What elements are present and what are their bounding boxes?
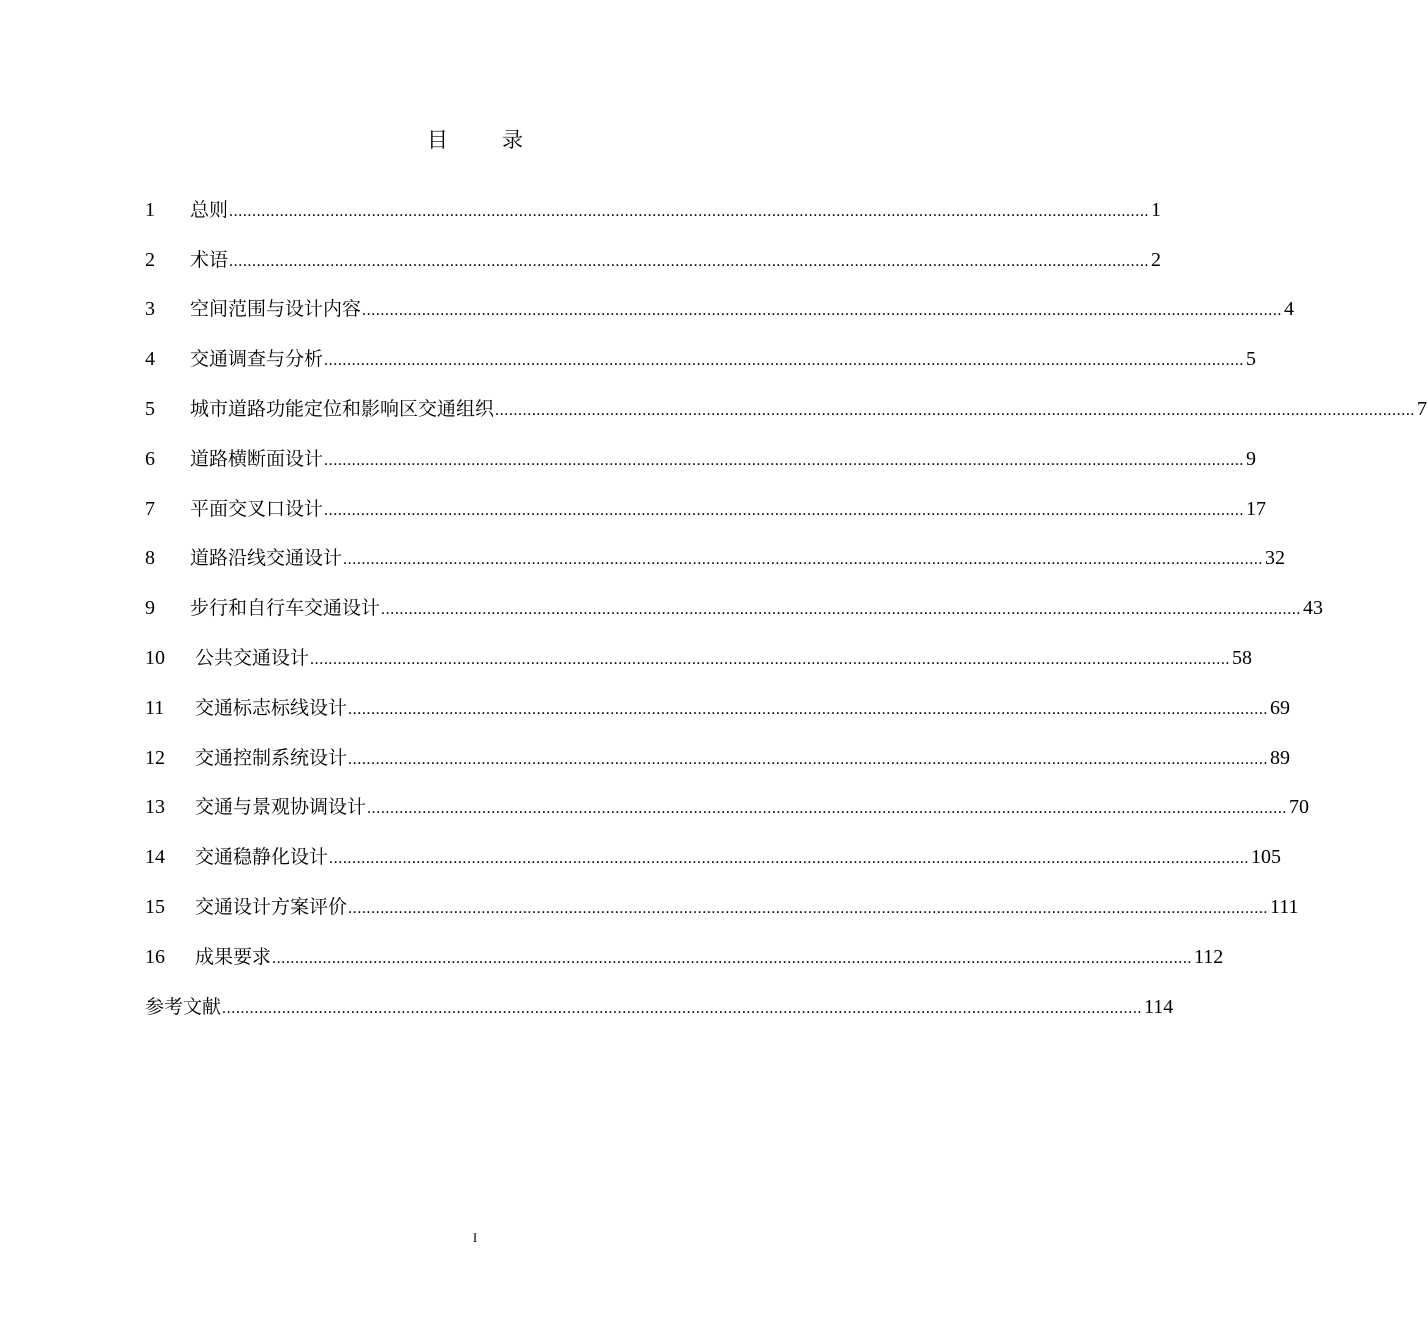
toc-entry-page: 112 (1194, 945, 1224, 968)
toc-entry-number: 8 (145, 547, 155, 570)
toc-entry-title: 交通稳静化设计 (195, 846, 329, 869)
toc-entry-page: 70 (1289, 796, 1310, 819)
toc-entry-page: 58 (1232, 646, 1253, 669)
toc-entry-title: 交通设计方案评价 (195, 895, 348, 918)
dot-leader: ........................................................................................................................................................................................................ (367, 800, 1288, 818)
toc-entry-number: 13 (145, 796, 165, 819)
toc-entry[interactable] (145, 474, 1267, 524)
toc-entry-page: 111 (1270, 895, 1299, 918)
toc-entry-title: 步行和自行车交通设计 (190, 597, 381, 620)
toc-entry-title: 参考文献 (145, 995, 222, 1018)
page-title (0, 124, 950, 156)
toc-entry[interactable] (145, 424, 1257, 474)
toc-entry-number: 4 (145, 348, 155, 371)
dot-leader: ........................................................................................................................................................................................................ (229, 252, 1150, 270)
toc-entry-title: 总则 (190, 198, 229, 221)
dot-leader: ........................................................................................................................................................................................................ (343, 551, 1264, 569)
toc-entry-title: 公共交通设计 (195, 646, 310, 669)
toc-entry-title: 平面交叉口设计 (190, 497, 324, 520)
toc-entry-references[interactable] (145, 972, 1174, 1022)
toc-entry[interactable] (145, 573, 1324, 623)
dot-leader: ........................................................................................................................................................................................................ (324, 352, 1245, 370)
toc-entry[interactable] (145, 324, 1257, 374)
toc-entry-number: 11 (145, 696, 165, 719)
toc-entry-page: 105 (1251, 846, 1282, 869)
dot-leader: ........................................................................................................................................................................................................ (495, 401, 1416, 419)
toc-entry-number: 9 (145, 597, 155, 620)
toc-entry[interactable] (145, 773, 1310, 823)
title-char-2: 录 (502, 128, 523, 152)
toc-entry[interactable] (145, 524, 1286, 574)
toc-entry-number: 10 (145, 646, 165, 669)
toc-entry-number: 3 (145, 298, 155, 321)
toc-entry-title: 交通与景观协调设计 (195, 796, 367, 819)
toc-entry[interactable] (145, 623, 1253, 673)
dot-leader: ........................................................................................................................................................................................................ (348, 700, 1269, 718)
toc-entry-page: 5 (1246, 348, 1257, 371)
toc-entry[interactable] (145, 723, 1291, 773)
dot-leader: ........................................................................................................................................................................................................ (381, 601, 1302, 619)
toc-entry-title: 道路横断面设计 (190, 447, 324, 470)
dot-leader: ........................................................................................................................................................................................................ (324, 501, 1245, 519)
dot-leader: ........................................................................................................................................................................................................ (310, 650, 1231, 668)
page-number: I (472, 1230, 478, 1245)
toc-entry-page: 32 (1265, 547, 1286, 570)
table-of-contents (145, 175, 1427, 1022)
toc-entry-page: 1 (1151, 198, 1162, 221)
toc-entry[interactable] (145, 374, 1427, 424)
toc-entry-page: 89 (1270, 746, 1291, 769)
toc-entry[interactable] (145, 225, 1162, 275)
toc-entry-title: 交通控制系统设计 (195, 746, 348, 769)
toc-entry[interactable] (145, 175, 1162, 225)
dot-leader: ........................................................................................................................................................................................................ (362, 302, 1283, 320)
toc-entry[interactable] (145, 275, 1295, 325)
toc-entry-title: 成果要求 (195, 945, 272, 968)
dot-leader: ........................................................................................................................................................................................................ (348, 899, 1269, 917)
toc-entry[interactable] (145, 673, 1291, 723)
toc-entry-number: 15 (145, 895, 165, 918)
toc-entry-title: 术语 (190, 248, 229, 271)
toc-entry-title: 道路沿线交通设计 (190, 547, 343, 570)
toc-entry-number: 5 (145, 397, 155, 420)
dot-leader: ........................................................................................................................................................................................................ (229, 202, 1150, 220)
dot-leader: ........................................................................................................................................................................................................ (222, 999, 1143, 1017)
toc-entry-number: 16 (145, 945, 165, 968)
toc-entry[interactable] (145, 822, 1282, 872)
toc-entry-number: 2 (145, 248, 155, 271)
toc-entry[interactable] (145, 872, 1299, 922)
dot-leader: ........................................................................................................................................................................................................ (272, 949, 1193, 967)
toc-entry-page: 69 (1270, 696, 1291, 719)
toc-entry-page: 17 (1246, 497, 1267, 520)
toc-entry-page: 7 (1417, 397, 1427, 420)
toc-entry-number: 7 (145, 497, 155, 520)
toc-entry-page: 4 (1284, 298, 1295, 321)
toc-entry-page: 2 (1151, 248, 1162, 271)
toc-entry-number: 1 (145, 198, 155, 221)
toc-entry-title: 空间范围与设计内容 (190, 298, 362, 321)
toc-entry-page: 114 (1144, 995, 1174, 1018)
title-char-1: 目 (427, 128, 448, 152)
toc-entry-title: 交通调查与分析 (190, 348, 324, 371)
toc-entry[interactable] (145, 922, 1224, 972)
dot-leader: ........................................................................................................................................................................................................ (329, 850, 1250, 868)
dot-leader: ........................................................................................................................................................................................................ (348, 750, 1269, 768)
toc-entry-number: 6 (145, 447, 155, 470)
toc-entry-page: 43 (1303, 597, 1324, 620)
toc-entry-title: 交通标志标线设计 (195, 696, 348, 719)
toc-entry-number: 12 (145, 746, 165, 769)
toc-entry-number: 14 (145, 846, 165, 869)
toc-entry-page: 9 (1246, 447, 1257, 470)
dot-leader: ........................................................................................................................................................................................................ (324, 451, 1245, 469)
toc-entry-title: 城市道路功能定位和影响区交通组织 (190, 397, 495, 420)
